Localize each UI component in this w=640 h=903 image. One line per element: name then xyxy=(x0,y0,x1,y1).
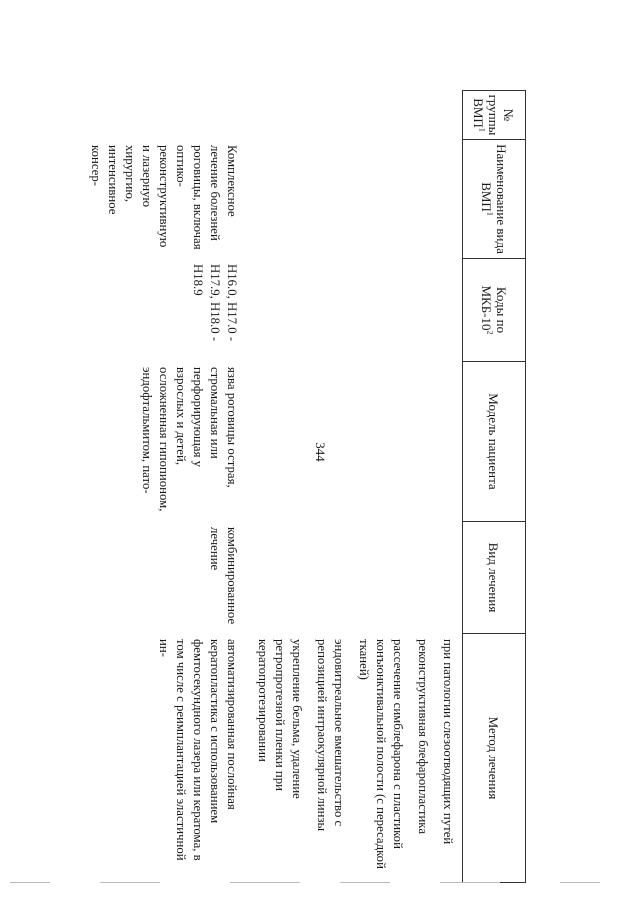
header-group-no: № группы ВМП$^1$ xyxy=(463,91,526,140)
scan-edge-line xyxy=(230,882,300,883)
treatment-method-cell: автоматизированная послойная кератопластика с использованием фемтосекундного лазера или кератома, в том числе с реимплантацией эластичной ин- xyxy=(157,639,239,861)
header-vmp-name: Наименование вида ВМП$^1$ xyxy=(463,140,526,259)
method-item: эндовитреальное вмешательство с репозицией интраокулярной линзы xyxy=(315,639,346,832)
table-row xyxy=(87,91,246,883)
mkb-codes-cell: H16.0, H17.0 - H17.9, H18.0 - H18.9 xyxy=(191,264,239,342)
vmp-table xyxy=(87,90,526,883)
scan-edge-line xyxy=(340,882,390,883)
page-number: 344 xyxy=(313,442,328,462)
header-patient-model: Модель пациента xyxy=(463,362,526,522)
header-treatment-method: Метод лечения xyxy=(463,634,526,883)
treatment-type-cell: комбинированное лечение xyxy=(208,527,239,625)
table-header-row xyxy=(463,91,526,883)
table-row xyxy=(246,91,463,883)
rotated-table-sheet xyxy=(66,90,526,882)
group-no-cell xyxy=(87,91,246,140)
header-treatment-type: Вид лечения xyxy=(463,522,526,634)
vmp-name-cell: Комплексное лечение болезней роговицы, включая оптико-реконструктивную и лазерную хирургию, интенсивное консер- xyxy=(89,145,239,250)
method-item: рассечение симблефарона с пластикой конъюнктивальной полости (с пересадкой тканей) xyxy=(357,639,405,869)
method-item: при патологии слезоотводящих путей xyxy=(441,639,455,845)
method-item: укрепление бельма, удаление ретропротезной пленки при кератопротезировании xyxy=(256,639,304,799)
treatment-method-cell xyxy=(246,634,463,883)
scan-edge-line xyxy=(100,882,160,883)
method-item: реконструктивная блефаропластика xyxy=(416,639,430,835)
scan-edge-line xyxy=(440,882,500,883)
scan-edge-line xyxy=(10,882,50,883)
header-mkb-codes: Коды по МКБ-$10^2$ xyxy=(463,259,526,362)
scan-edge-line xyxy=(560,882,600,883)
patient-model-cell: язва роговицы острая, стромальная или перфорирующая у взрослых и детей, осложненная гипопионом, эндофтальмитом, пато- xyxy=(140,367,239,512)
